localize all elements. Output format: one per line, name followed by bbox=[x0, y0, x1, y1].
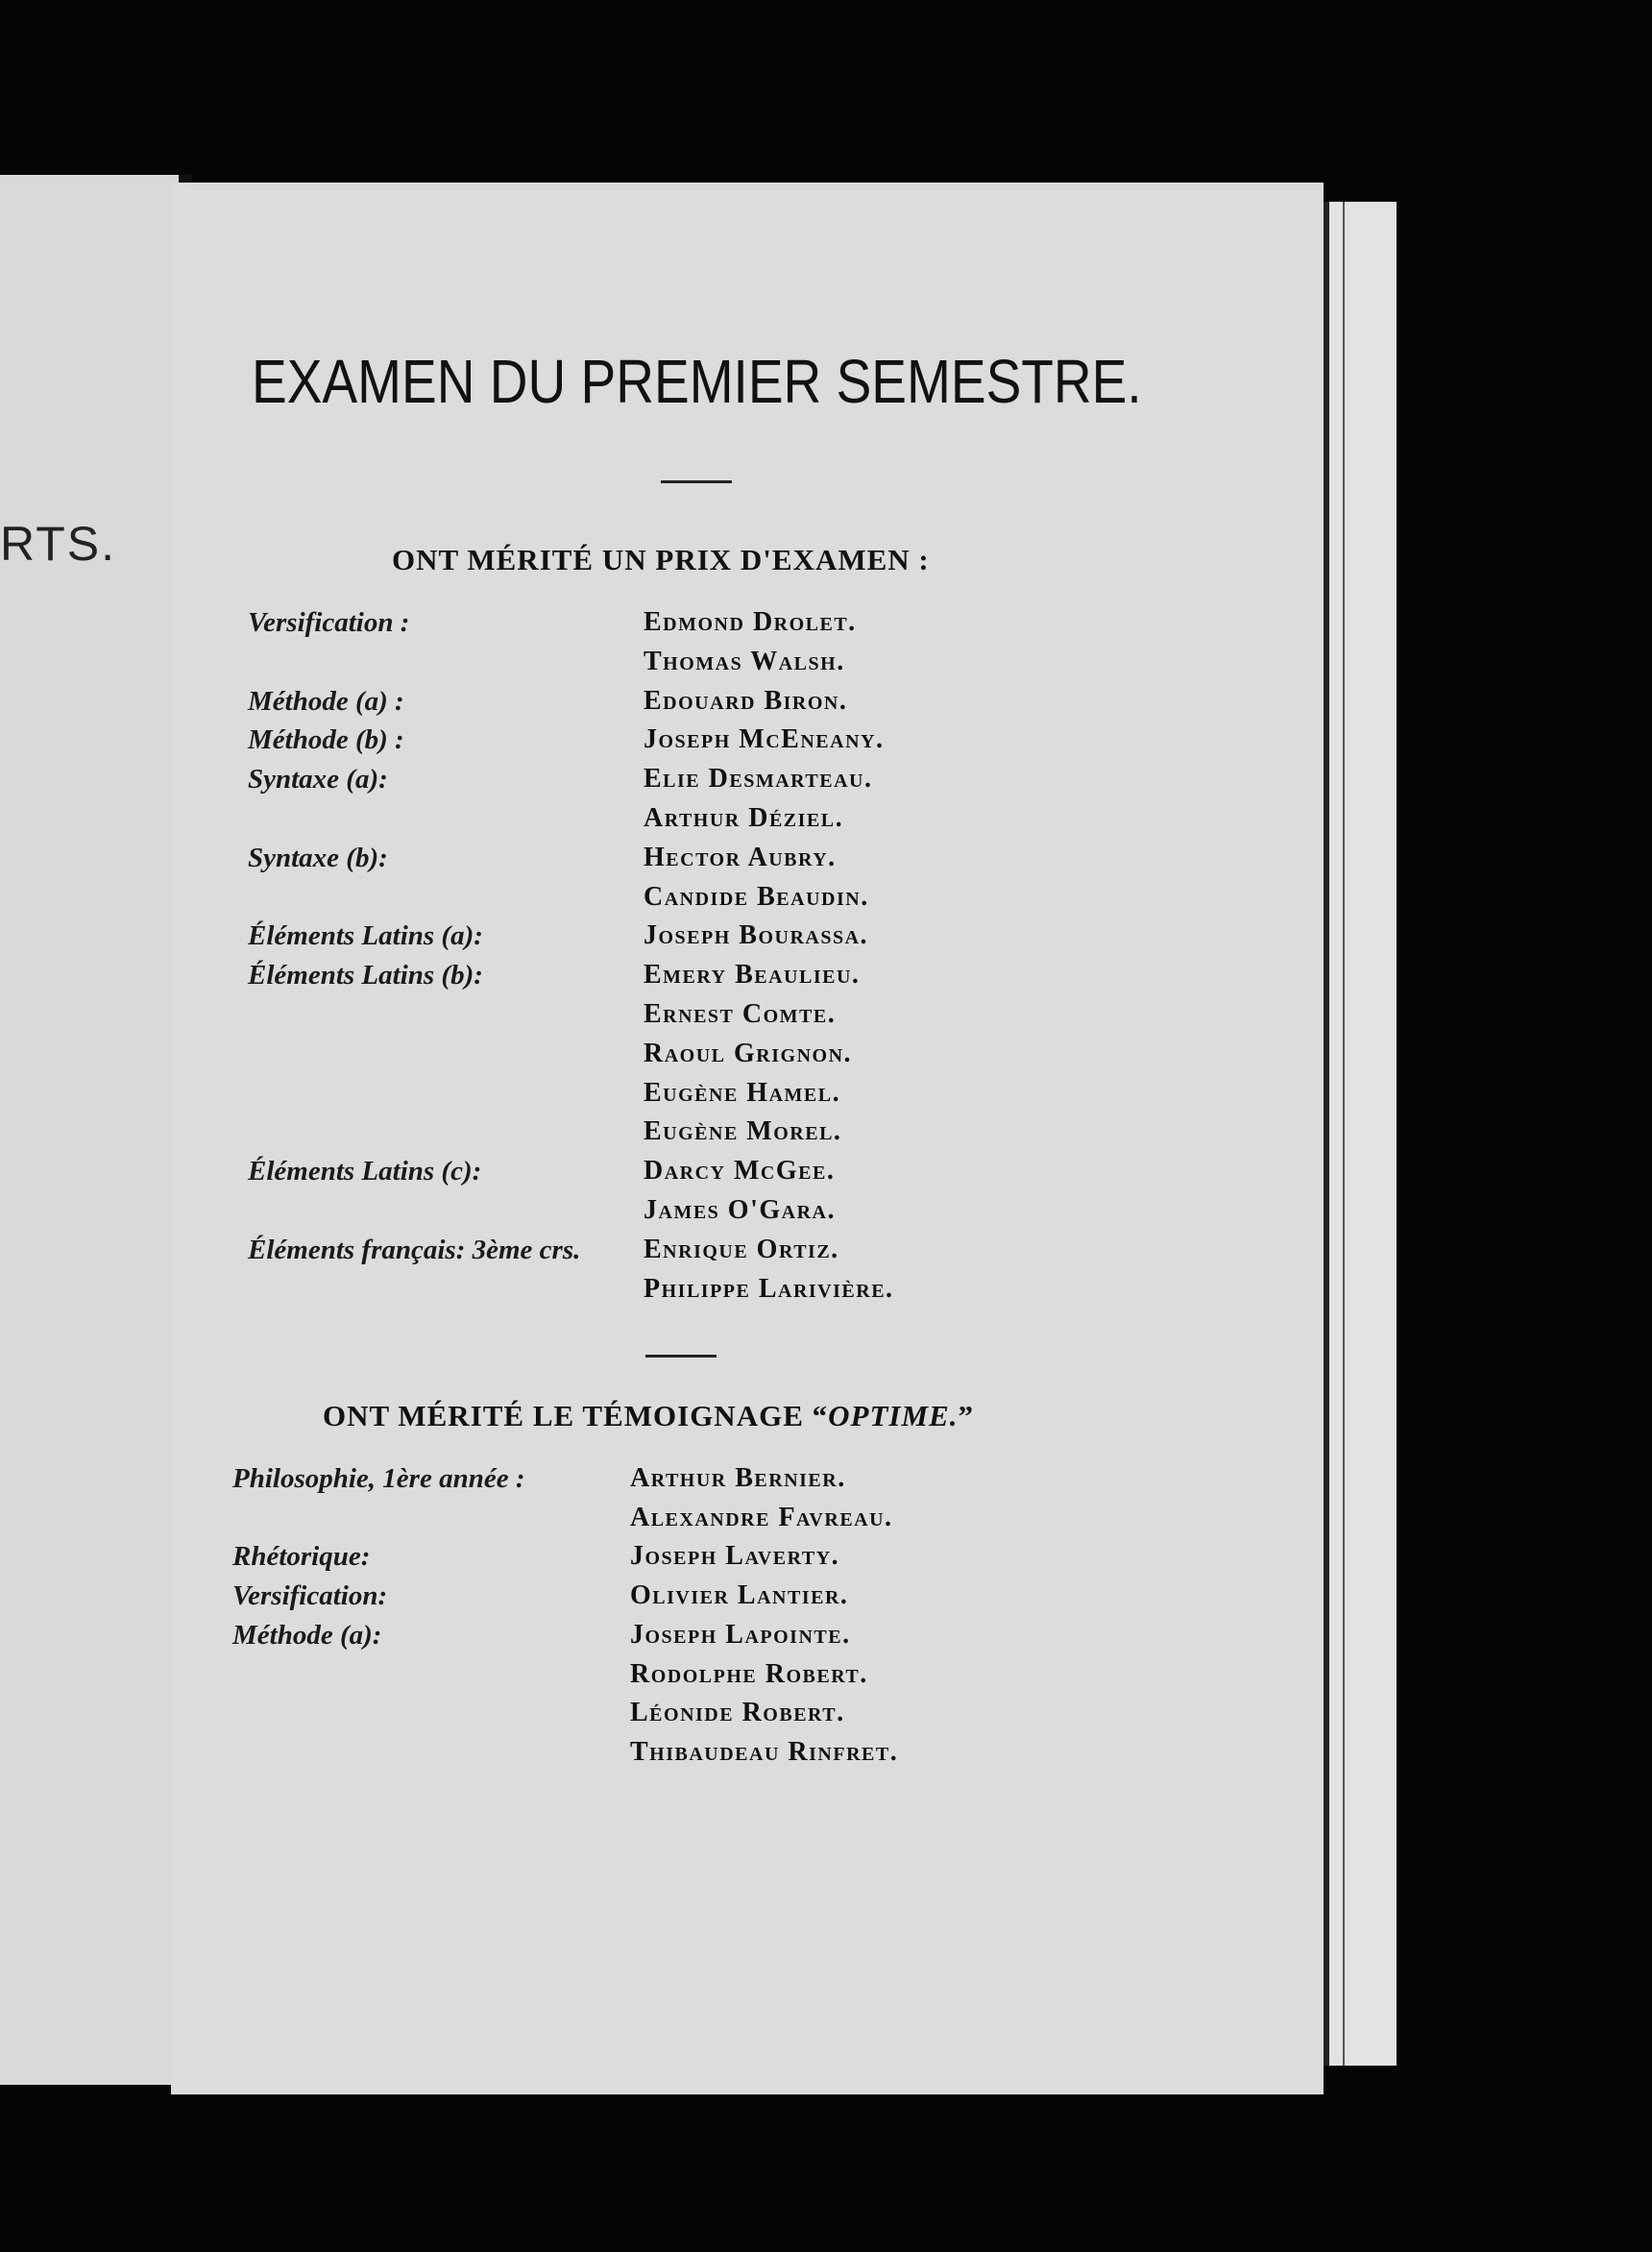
left-page-fragment bbox=[0, 175, 192, 2085]
category-label: Syntaxe (a): bbox=[248, 764, 388, 796]
category-label: Méthode (b) : bbox=[248, 724, 404, 756]
section-divider bbox=[645, 1355, 717, 1358]
section2-heading-prefix: ONT MÉRITÉ LE TÉMOIGNAGE “ bbox=[323, 1399, 829, 1432]
category-label: Méthode (a) : bbox=[248, 685, 404, 717]
category-label: Versification : bbox=[248, 607, 410, 638]
section2-heading bbox=[323, 1399, 974, 1433]
category-label: Éléments Latins (a): bbox=[248, 920, 483, 952]
student-name: Darcy McGee. bbox=[644, 1156, 836, 1187]
student-name: Eugène Morel. bbox=[644, 1116, 842, 1147]
student-name: Edouard Biron. bbox=[644, 685, 848, 716]
student-name: Enrique Ortiz. bbox=[644, 1234, 839, 1264]
section2-heading-suffix: ” bbox=[958, 1399, 974, 1432]
student-name: Arthur Déziel. bbox=[644, 803, 844, 833]
student-name: Olivier Lantier. bbox=[630, 1580, 849, 1611]
student-name: Joseph Bourassa. bbox=[644, 920, 869, 951]
section1-heading: ONT MÉRITÉ UN PRIX D'EXAMEN : bbox=[392, 543, 930, 576]
student-name: Candide Beaudin. bbox=[644, 881, 869, 912]
title-divider bbox=[661, 480, 732, 483]
category-label: Éléments Latins (c): bbox=[248, 1156, 482, 1187]
student-name: Arthur Bernier. bbox=[630, 1463, 846, 1493]
category-label: Éléments Latins (b): bbox=[248, 960, 483, 991]
page-edge bbox=[1324, 202, 1397, 2066]
category-label: Versification: bbox=[232, 1580, 388, 1612]
student-name: Thomas Walsh. bbox=[644, 646, 845, 676]
page-title: EXAMEN DU PREMIER SEMESTRE. bbox=[252, 347, 1142, 416]
student-name: Ernest Comte. bbox=[644, 999, 837, 1029]
student-name: Edmond Drolet. bbox=[644, 607, 857, 637]
category-label: Méthode (a): bbox=[232, 1619, 382, 1651]
student-name: Alexandre Favreau. bbox=[630, 1502, 893, 1532]
left-page-text: RTS. bbox=[0, 517, 116, 571]
student-name: Hector Aubry. bbox=[644, 842, 837, 872]
category-label: Philosophie, 1ère année : bbox=[232, 1463, 525, 1494]
student-name: Joseph Lapointe. bbox=[630, 1619, 851, 1650]
page-edge-line bbox=[1343, 202, 1345, 2066]
student-name: Emery Beaulieu. bbox=[644, 960, 861, 991]
category-label: Éléments français: 3ème crs. bbox=[248, 1234, 581, 1265]
category-label: Rhétorique: bbox=[232, 1541, 371, 1573]
student-name: James O'Gara. bbox=[644, 1195, 836, 1225]
student-name: Elie Desmarteau. bbox=[644, 764, 873, 795]
student-name: Rodolphe Robert. bbox=[630, 1658, 868, 1689]
student-name: Thibaudeau Rinfret. bbox=[630, 1736, 899, 1767]
category-label: Syntaxe (b): bbox=[248, 842, 388, 873]
student-name: Raoul Grignon. bbox=[644, 1038, 853, 1068]
student-name: Philippe Larivière. bbox=[644, 1273, 894, 1304]
student-name: Léonide Robert. bbox=[630, 1698, 845, 1728]
section2-heading-emphasis: OPTIME. bbox=[828, 1399, 959, 1432]
student-name: Eugène Hamel. bbox=[644, 1077, 841, 1108]
student-name: Joseph McEneany. bbox=[644, 724, 885, 755]
student-name: Joseph Laverty. bbox=[630, 1541, 840, 1572]
